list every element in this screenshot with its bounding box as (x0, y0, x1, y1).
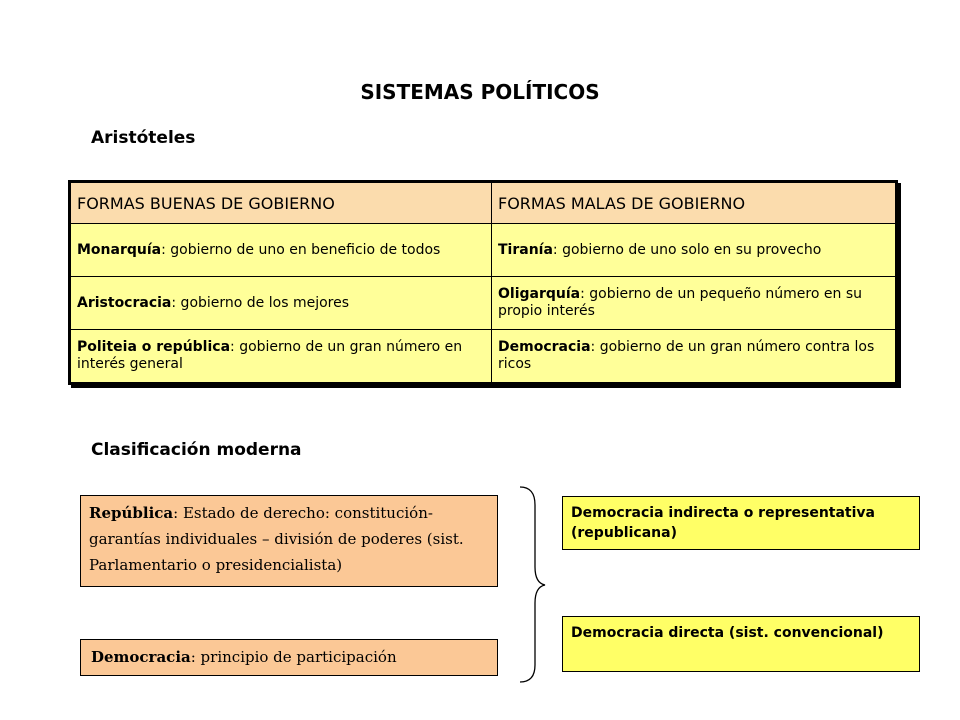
cell-desc: : gobierno de un gran número contra los ricos (498, 339, 875, 372)
curly-brace-icon (515, 485, 555, 685)
democracia-box (80, 639, 498, 676)
cell-desc: : gobierno de un gran número en interés general (77, 339, 463, 372)
democracia-directa-box: Democracia directa (sist. convencional) (562, 616, 920, 672)
democracia-desc: : principio de participación (190, 648, 397, 666)
table-cell (70, 224, 492, 277)
cell-term: Tiranía (498, 241, 553, 258)
subtitle-aristoteles: Aristóteles (91, 128, 196, 148)
forms-table (68, 180, 898, 385)
cell-term: Politeia o república (77, 339, 231, 355)
header-good-forms: FORMAS BUENAS DE GOBIERNO (70, 182, 492, 224)
republica-term: República (89, 504, 174, 522)
democracia-term: Democracia (91, 648, 191, 666)
table-row (70, 224, 897, 277)
table-header-row (70, 182, 897, 224)
table-cell (492, 277, 897, 330)
republica-desc: : Estado de derecho: constitución- garantías individuales – división de poderes (sist. Parlamentario o presidencialista) (89, 504, 464, 574)
table-cell (492, 224, 897, 277)
header-bad-forms: FORMAS MALAS DE GOBIERNO (492, 182, 897, 224)
cell-desc: : gobierno de un pequeño número en su propio interés (498, 286, 862, 319)
table-cell (70, 277, 492, 330)
cell-desc: : gobierno de los mejores (171, 294, 350, 311)
cell-term: Aristocracia (77, 294, 172, 311)
cell-desc: : gobierno de uno en beneficio de todos (161, 241, 441, 258)
democracia-indirecta-box: Democracia indirecta o representativa (republicana) (562, 496, 920, 550)
subtitle-modern: Clasificación moderna (91, 440, 302, 460)
republica-box (80, 495, 498, 587)
cell-term: Democracia (498, 339, 591, 355)
table-row (70, 277, 897, 330)
table-cell (70, 330, 492, 384)
cell-desc: : gobierno de uno solo en su provecho (552, 241, 822, 258)
cell-term: Oligarquía (498, 286, 581, 302)
table-cell (492, 330, 897, 384)
table-row (70, 330, 897, 384)
page-title: SISTEMAS POLÍTICOS (360, 80, 600, 104)
cell-term: Monarquía (77, 241, 162, 258)
